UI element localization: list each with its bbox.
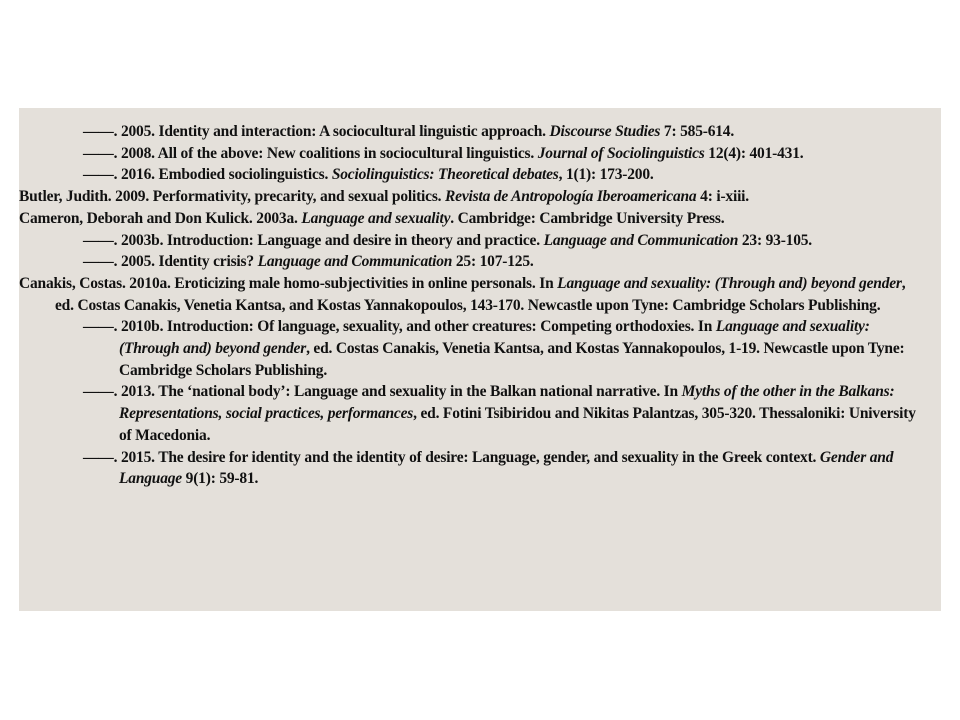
reference-entry: Canakis, Costas. 2010a. Eroticizing male homo-subjectivities in online personals. In Language and sexuality: (Through and) beyond gender, ed. Costas Canakis, Venetia Kantsa, and Kostas Yannakopoulos, 143-170. Newcastle upon Tyne: Cambridge Scholars Publishing. <box>19 274 906 314</box>
reference-entry: Butler, Judith. 2009. Performativity, precarity, and sexual politics. Revista de Antropología Iberoamericana 4: i-xiii. <box>19 188 749 206</box>
reference-entry: ——. 2008. All of the above: New coalitions in sociocultural linguistics. Journal of Sociolinguistics 12(4): 401-431. <box>83 144 804 162</box>
reference-entry: ——. 2005. Identity crisis? Language and Communication 25: 107-125. <box>83 253 534 271</box>
reference-entry: ——. 2003b. Introduction: Language and desire in theory and practice. Language and Communication 23: 93-105. <box>83 231 812 249</box>
reference-list <box>19 121 927 490</box>
reference-panel <box>19 108 941 611</box>
reference-entry: ——. 2010b. Introduction: Of language, sexuality, and other creatures: Competing orthodoxies. In Language and sexuality: (Through and) beyond gender, ed. Costas Canakis, Venetia Kantsa, and Kostas Yannakopoulos, 1-19. Newcastle upon Tyne: Cambridge Scholars Publishing. <box>83 318 905 379</box>
reference-entry: Cameron, Deborah and Don Kulick. 2003a. Language and sexuality. Cambridge: Cambridge University Press. <box>19 209 725 227</box>
reference-entry: ——. 2015. The desire for identity and the identity of desire: Language, gender, and sexuality in the Greek context. Gender and Language 9(1): 59-81. <box>83 448 894 488</box>
reference-entry: ——. 2005. Identity and interaction: A sociocultural linguistic approach. Discourse Studies 7: 585-614. <box>83 123 735 140</box>
reference-entry: ——. 2013. The ‘national body’: Language and sexuality in the Balkan national narrative. In Myths of the other in the Balkans: Representations, social practices, performances, ed. Fotini Tsibiridou and Nikitas Palantzas, 305-320. Thessaloniki: University of Macedonia. <box>83 383 916 444</box>
reference-entry: ——. 2016. Embodied sociolinguistics. Sociolinguistics: Theoretical debates, 1(1): 173-200. <box>83 166 654 184</box>
